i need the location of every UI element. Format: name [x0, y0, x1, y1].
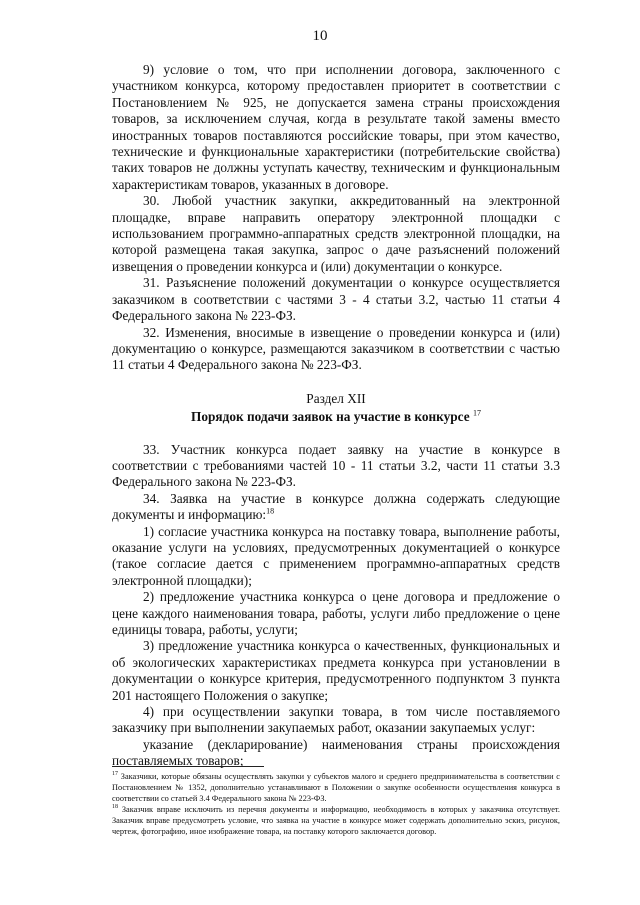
page-number: 10	[312, 28, 328, 44]
footnote-18-text: Заказчик вправе исключить из перечня документы и информацию, необходимость в которых у заказчика отсутствует. Заказчик вправе предусмотреть условие, что заявка на участие в конкурсе может содержать дополнительно эскиз, рисунок, чертеж, фотографию, иное изображение товара, на поставку которого заключается договор.	[112, 805, 560, 836]
footnote-17-text: Заказчики, которые обязаны осуществлять закупки у субъектов малого и среднего предпринимательства в соответствии с Постановлением № 1352, дополнительно устанавливают в Положении о закупке особенности осуществления конкурса в соответствии со статьей 3.4 Федерального закона № 223-ФЗ.	[112, 772, 560, 803]
section-title-text: Порядок подачи заявок на участие в конкурсе	[191, 409, 470, 425]
paragraph-9: 9) условие о том, что при исполнении договора, заключенного с участником конкурса, которому предоставлен приоритет в соответствии с Постановлением № 925, не допускается замена страны происхождения товаров, за исключением случая, когда в результате такой замены вместо иностранных товаров поставляются российские товары, при этом качество, технические и функциональные характеристики (потребительские свойства) таких товаров не должны уступать качеству, техническим и функциональным характеристикам товаров, указанных в договоре.	[112, 62, 560, 192]
paragraph-34-text: 34. Заявка на участие в конкурсе должна содержать следующие документы и информацию:	[112, 490, 560, 523]
section-label: Раздел XII	[306, 390, 366, 406]
document-body	[112, 62, 560, 770]
paragraph-30: 30. Любой участник закупки, аккредитованный на электронной площадке, вправе направить оператору электронной площадки с использованием программно-аппаратных средств электронной площадки, на которой размещена такая закупка, запрос о даче разъяснений положений извещения о проведении конкурса и (или) документации о конкурсе.	[112, 193, 560, 274]
footnote-18	[112, 804, 560, 837]
item-3: 3) предложение участника конкурса о качественных, функциональных и об экологических характеристиках предмета конкурса при установлении в документации о конкурсе критерия, предусмотренного подпунктом 3 пункта 201 настоящего Положения о закупке;	[112, 638, 560, 703]
footnotes	[112, 766, 560, 837]
item-4: 4) при осуществлении закупки товара, в том числе поставляемого заказчику при выполнении закупаемых работ, оказании закупаемых услуг:	[112, 704, 560, 736]
paragraph-33: 33. Участник конкурса подает заявку на участие в конкурсе в соответствии с требованиями частей 10 - 11 статьи 3.2, части 11 статьи 3.3 Федерального закона № 223-ФЗ.	[112, 441, 560, 490]
paragraph-32: 32. Изменения, вносимые в извещение о проведении конкурса и (или) документацию о конкурсе, размещаются заказчиком в соответствии с частью 11 статьи 4 Федерального закона № 223-ФЗ.	[112, 324, 560, 373]
footnote-18-number: 18	[112, 804, 118, 811]
footnote-ref-18[interactable]: 18	[266, 506, 275, 516]
footnote-ref-17[interactable]: 17	[472, 408, 481, 418]
item-1: 1) согласие участника конкурса на поставку товара, выполнение работы, оказание услуги на условиях, предусмотренных документацией о конкурсе (такое согласие дается с применением программно-аппаратных средств электронной площадки);	[112, 523, 560, 588]
item-4-declaration: указание (декларирование) наименования страны происхождения поставляемых товаров;	[112, 736, 560, 769]
footnote-17	[112, 771, 560, 804]
footnote-17-number: 17	[112, 771, 118, 778]
paragraph-31: 31. Разъяснение положений документации о конкурсе осуществляется заказчиком в соответствии с частями 3 - 4 статьи 3.2, частью 11 статьи 4 Федерального закона № 223-ФЗ.	[112, 275, 560, 324]
footnote-divider	[112, 766, 264, 767]
item-2: 2) предложение участника конкурса о цене договора и предложение о цене каждого наименования товара, работы, услуги либо предложение о цене единицы товара, работы, услуги;	[112, 589, 560, 637]
section-title	[112, 409, 560, 425]
paragraph-34	[112, 491, 560, 524]
